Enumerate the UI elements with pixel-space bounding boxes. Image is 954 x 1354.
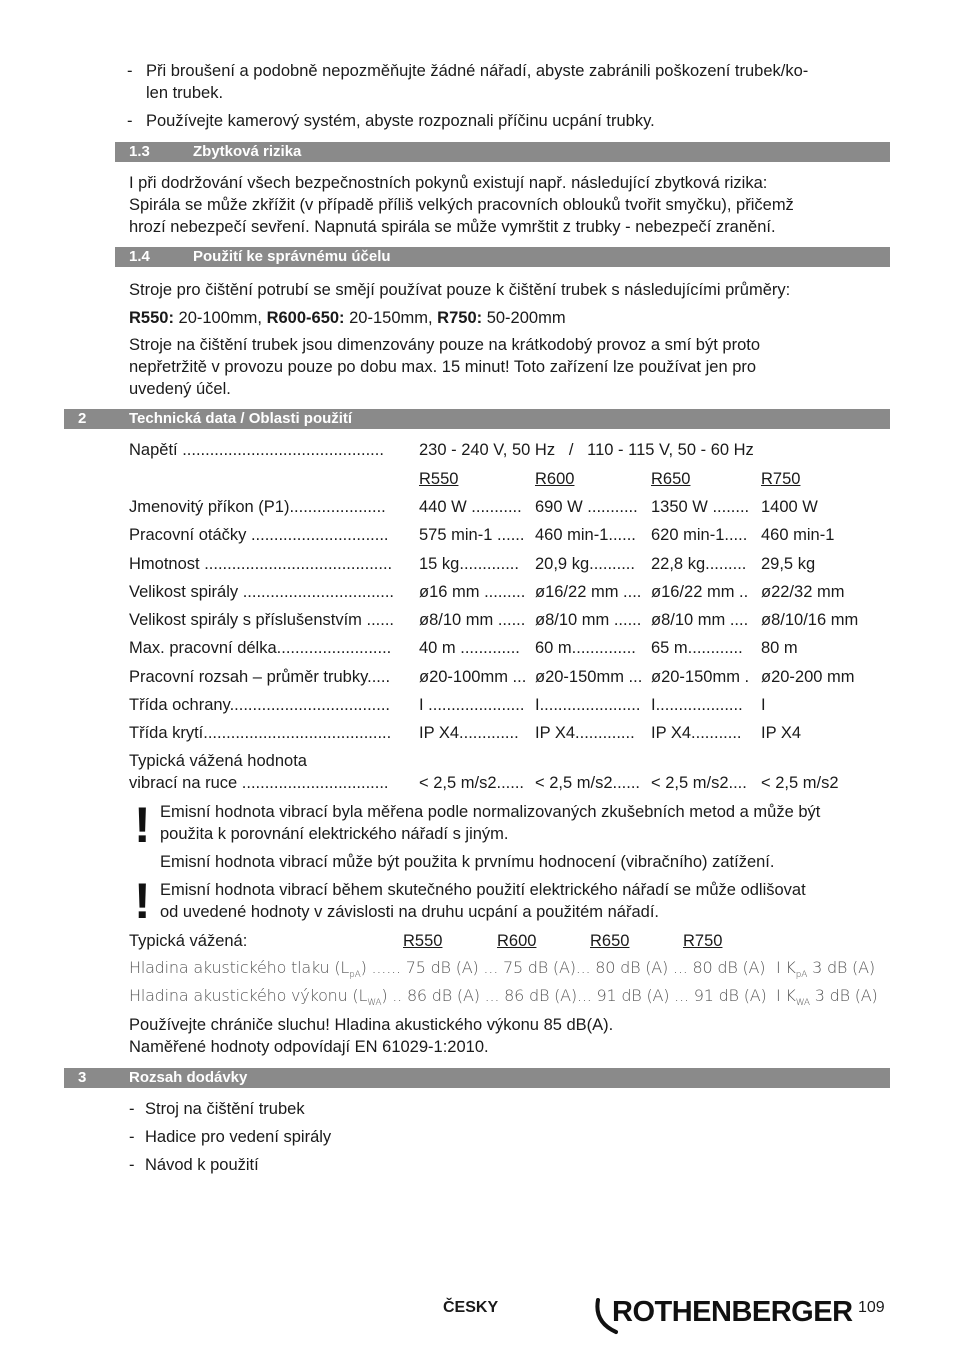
vibration-value: < 2,5 m/s2....	[651, 774, 747, 792]
spec-label: Velikost spirály s příslušenstvím ......	[129, 611, 394, 629]
delivery-item: Hadice pro vedení spirály	[145, 1128, 332, 1146]
section-number: 1.4	[129, 248, 150, 265]
spec-label: Třída krytí.........................................	[129, 724, 392, 742]
warning-exclamation-icon: !	[134, 873, 151, 929]
vibration-label: Typická vážená hodnota	[129, 752, 307, 770]
section-title: Rozsah dodávky	[129, 1069, 248, 1086]
spec-value: I .....................	[419, 696, 525, 714]
spec-value: IP X4...........	[651, 724, 742, 742]
diameter-value: 50-200mm	[482, 309, 566, 327]
spec-value: I......................	[535, 696, 641, 714]
spec-value: IP X4.............	[535, 724, 635, 742]
sound-pressure-line	[129, 958, 765, 980]
spec-value: 1350 W ........	[651, 498, 750, 516]
model-header: R600	[497, 932, 537, 950]
bullet-dash: -	[127, 112, 133, 130]
brand-logo: ROTHENBERGER	[612, 1296, 853, 1328]
k-value: 3 dB (A)	[807, 958, 875, 977]
model-header: R550	[403, 932, 443, 950]
spec-value: 65 m............	[651, 639, 743, 657]
spec-value: I	[761, 696, 766, 714]
spec-value: ø20-150mm .	[651, 668, 750, 686]
section-number: 2	[78, 410, 87, 427]
spec-value: 460 min-1	[761, 526, 835, 544]
typical-label: Typická vážená:	[129, 932, 248, 950]
section-header-1-3	[115, 142, 890, 162]
spec-value: 20,9 kg..........	[535, 555, 635, 573]
spec-value: 460 min-1......	[535, 526, 636, 544]
subscript: pA	[795, 970, 808, 981]
vibration-value: < 2,5 m/s2	[761, 774, 839, 792]
voltage-value: 230 - 240 V, 50 Hz / 110 - 115 V, 50 - 60 Hz	[419, 441, 754, 459]
spec-value: ø20-200 mm	[761, 668, 855, 686]
ear-protection-line: Používejte chrániče sluchu! Hladina akustického výkonu 85 dB(A).	[129, 1016, 614, 1034]
spec-value: 1400 W	[761, 498, 818, 516]
voltage-label: Napětí ............................................	[129, 441, 384, 459]
model-header: R650	[651, 470, 691, 488]
note-line: od uvedené hodnoty v závislosti na druhu ucpání a použitém nářadí.	[160, 903, 659, 921]
spec-value: ø8/10 mm ....	[651, 611, 749, 629]
paragraph-line: Stroje pro čištění potrubí se smějí používat pouze k čištění trubek s následujícími průměry:	[129, 281, 791, 299]
spec-value: ø22/32 mm	[761, 583, 845, 601]
vibration-value: < 2,5 m/s2......	[419, 774, 525, 792]
section-number: 1.3	[129, 143, 150, 160]
spec-value: ø16 mm .........	[419, 583, 526, 601]
model-label: R750:	[437, 309, 483, 327]
section-number: 3	[78, 1069, 87, 1086]
bullet-dash: -	[129, 1128, 135, 1146]
section-header-3	[64, 1068, 890, 1088]
sound-pressure-k	[776, 958, 875, 980]
model-header: R750	[683, 932, 723, 950]
k-label: I K	[776, 986, 796, 1005]
model-header: R550	[419, 470, 459, 488]
bullet-dash: -	[129, 1100, 135, 1118]
spec-value: 80 m	[761, 639, 798, 657]
spec-label: Pracovní rozsah – průměr trubky.....	[129, 668, 391, 686]
section-header-1-4	[115, 247, 890, 267]
vibration-value: < 2,5 m/s2......	[535, 774, 641, 792]
delivery-item: Stroj na čištění trubek	[145, 1100, 305, 1118]
note-line: Emisní hodnota vibrací může být použita k prvnímu hodnocení (vibračního) zatížení.	[160, 853, 775, 871]
subscript: WA	[367, 998, 382, 1009]
standard-line: Naměřené hodnoty odpovídají EN 61029-1:2010.	[129, 1038, 489, 1056]
section-title: Technická data / Oblasti použití	[129, 410, 353, 427]
spec-value: I...................	[651, 696, 743, 714]
sound-power-line	[129, 986, 767, 1008]
sound-pressure-values: ) ...... 75 dB (A) ... 75 dB (A)... 80 dB (A) ... 80 dB (A)	[360, 958, 766, 977]
k-label: I K	[776, 958, 796, 977]
spec-value: ø8/10 mm ......	[535, 611, 642, 629]
spec-label: Pracovní otáčky ..............................	[129, 526, 389, 544]
spec-value: 690 W ...........	[535, 498, 638, 516]
section-title: Zbytková rizika	[193, 143, 302, 160]
intro-bullet-1: Při broušení a podobně nepozměňujte žádné nářadí, abyste zabránili poškození trubek/ko-	[146, 62, 809, 80]
spec-label: Jmenovitý příkon (P1).....................	[129, 498, 386, 516]
page-number: 109	[858, 1299, 885, 1316]
vibration-label-2: vibrací na ruce ................................	[129, 774, 389, 792]
model-header: R650	[590, 932, 630, 950]
subscript: WA	[795, 998, 810, 1009]
diameter-line	[129, 307, 566, 329]
bullet-dash: -	[127, 62, 133, 80]
paragraph-line: nepřetržitě v provozu pouze po dobu max. 15 minut! Toto zařízení lze používat jen pro	[129, 358, 757, 376]
paragraph-line: Stroje na čištění trubek jsou dimenzovány pouze na krátkodobý provoz a smí být proto	[129, 336, 761, 354]
model-label: R600-650:	[266, 309, 345, 327]
spec-label: Třída ochrany...................................	[129, 696, 391, 714]
spec-value: 22,8 kg.........	[651, 555, 747, 573]
spec-label: Hmotnost .........................................	[129, 555, 393, 573]
delivery-item: Návod k použití	[145, 1156, 259, 1174]
spec-value: IP X4.............	[419, 724, 519, 742]
section-header-2	[64, 409, 890, 429]
paragraph-line: uvedený účel.	[129, 380, 231, 398]
spec-value: 620 min-1.....	[651, 526, 748, 544]
model-label: R550:	[129, 309, 174, 327]
spec-value: ø20-150mm ...	[535, 668, 643, 686]
section-title: Použití ke správnému účelu	[193, 248, 391, 265]
bullet-dash: -	[129, 1156, 135, 1174]
sound-power-k	[776, 986, 878, 1008]
spec-value: 29,5 kg	[761, 555, 816, 573]
sound-pressure-label: Hladina akustického tlaku (L	[129, 958, 350, 977]
note-line: Emisní hodnota vibrací byla měřena podle normalizovaných zkušebních metod a může být	[160, 803, 821, 821]
paragraph-line: hrozí nebezpečí sevření. Napnutá spirála se může vymrštit z trubky - nebezpečí zranění.	[129, 218, 776, 236]
warning-exclamation-icon: !	[134, 797, 151, 853]
spec-label: Velikost spirály .................................	[129, 583, 394, 601]
note-line: Emisní hodnota vibrací během skutečného použití elektrického nářadí se může odlišovat	[160, 881, 806, 899]
paragraph-line: Spirála se může zkřížit (v případě příliš velkých pracovních oblouků tvořit smyčku), přičemž	[129, 196, 794, 214]
note-line: použita k porovnání elektrického nářadí s jiným.	[160, 825, 509, 843]
spec-value: IP X4	[761, 724, 802, 742]
spec-value: ø20-100mm ...	[419, 668, 527, 686]
spec-value: ø8/10/16 mm	[761, 611, 859, 629]
paragraph-line: I při dodržování všech bezpečnostních pokynů existují např. následující zbytková rizika:	[129, 174, 768, 192]
spec-value: ø8/10 mm ......	[419, 611, 526, 629]
spec-value: 60 m..............	[535, 639, 636, 657]
model-header: R750	[761, 470, 801, 488]
spec-value: ø16/22 mm ..	[651, 583, 749, 601]
diameter-value: 20-100mm,	[173, 309, 267, 327]
footer-language: ČESKY	[443, 1299, 499, 1316]
sound-power-values: ) .. 86 dB (A) ... 86 dB (A)... 91 dB (A) ... 91 dB (A)	[381, 986, 767, 1005]
spec-value: 40 m .............	[419, 639, 520, 657]
intro-bullet-1-cont: len trubek.	[146, 84, 224, 102]
spec-value: 15 kg.............	[419, 555, 519, 573]
intro-bullet-2: Používejte kamerový systém, abyste rozpoznali příčinu ucpání trubky.	[146, 112, 655, 130]
spec-value: 575 min-1 ......	[419, 526, 525, 544]
spec-label: Max. pracovní délka.........................	[129, 639, 392, 657]
subscript: pA	[349, 970, 361, 981]
diameter-value: 20-150mm,	[344, 309, 438, 327]
model-header: R600	[535, 470, 575, 488]
spec-value: ø16/22 mm ....	[535, 583, 642, 601]
k-value: 3 dB (A)	[809, 986, 878, 1005]
spec-value: 440 W ...........	[419, 498, 522, 516]
sound-power-label: Hladina akustického výkonu (L	[129, 986, 368, 1005]
